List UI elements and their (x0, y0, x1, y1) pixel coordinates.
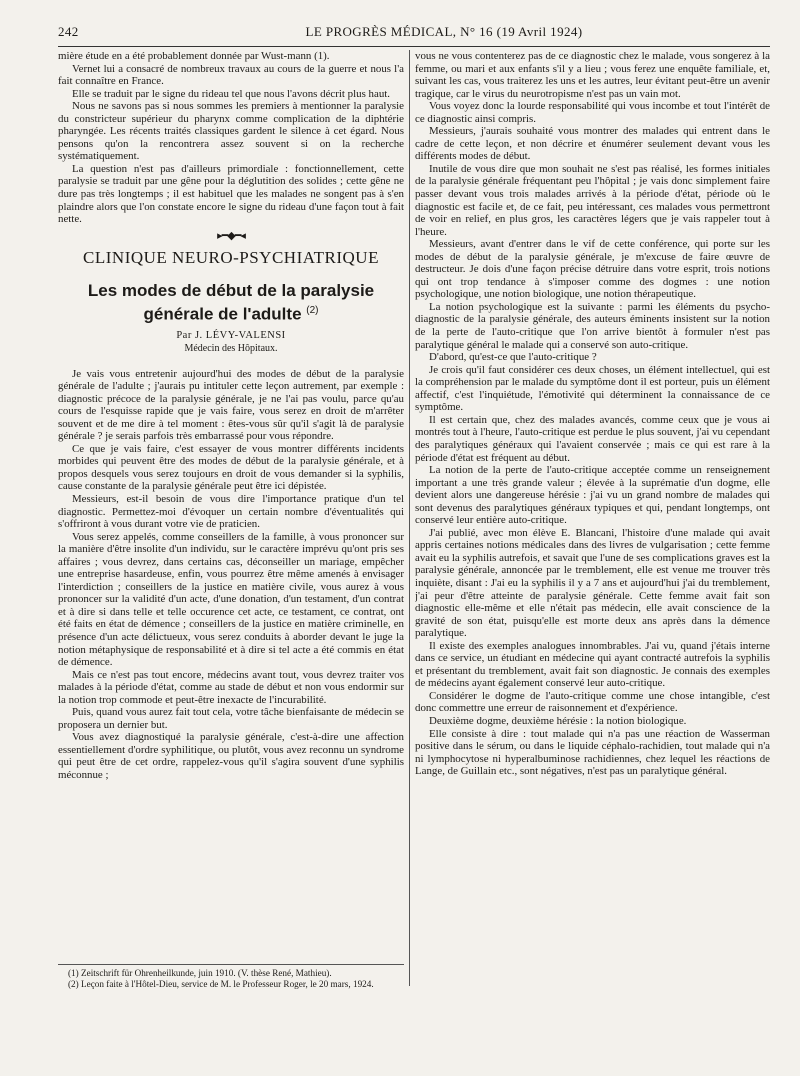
paragraph: J'ai publié, avec mon élève E. Blancani, l'histoire d'une malade qui avait appris certaines notions médicales dans des livres de vulgarisation ; cette femme avait eu la syphilis autrefois, et savait que l'une de ses complications graves est la paralysie générale, annoncée par le tremblement, elle est venue me trouver très inquiète, disant : J'ai eu la syphilis il y a 7 ans et aujourd'hui j'ai du tremblement, j'ai peur d'être atteinte de paralysie générale. Cette femme avait fait son diagnostic elle-même et elle n'était pas médecin, elle avait conscience de la gravité de son état, puisqu'elle est morte deux ans après dans la démence paralytique. (415, 526, 770, 640)
author: Par J. LÉVY-VALENSI (176, 330, 286, 342)
paragraph: Messieurs, j'aurais souhaité vous montrer des malades qui entrent dans le cadre de cette leçon, et non décrire et énumérer seulement devant vous les différents modes de début. (415, 125, 770, 163)
paragraph: Puis, quand vous aurez fait tout cela, votre tâche bienfaisante de médecin se proposera un dernier but. (58, 706, 404, 731)
footnote: (1) Zeitschrift für Ohrenheilkunde, juin 1910. (V. thèse René, Mathieu). (68, 968, 332, 978)
paragraph: Deuxième dogme, deuxième hérésie : la notion biologique. (429, 714, 687, 727)
paragraph: Elle se traduit par le signe du rideau tel que nous l'avons décrit plus haut. (72, 87, 391, 100)
paragraph: Vous voyez donc la lourde responsabilité qui vous incombe et tout l'intérêt de ce diagnostic ainsi compris. (415, 100, 770, 125)
section-ornament: ▸━◆━◂ (217, 229, 245, 242)
article-title (58, 281, 404, 325)
running-header (58, 24, 770, 44)
paragraph: Nous ne savons pas si nous sommes les premiers à mentionner la paralysie du constricteur supérieur du pharynx comme complication de la diphtérie pharyngée. Les récents traités classiques gardent le silence à cet égard. Nous pensons qu'on la rencontrera assez souvent si on la recherche systématiquement. (58, 100, 404, 163)
paragraph: vous ne vous contenterez pas de ce diagnostic chez le malade, vous songerez à la femme, ou mari et aux enfants s'il y a lieu ; vous ferez une enquête familiale, et, suivant les cas, vous traiterez les uns et les autres, leur évitant peut-être un avenir tragique, car le virus du neurotropisme n'est pas un vain mot. (415, 50, 770, 100)
article-title-line-1: Les modes de début de la paralysie (87, 280, 375, 300)
paragraph: La notion de la perte de l'auto-critique acceptée comme un renseignement important a une très grande valeur ; élevée à la suprématie d'un dogme, elle devient alors une dangereuse hérésie : j'ai vu un grand nombre de malades qui sont devenus des paralytiques généraux typiques et qui, pendant longtemps, ont conservé leur entière auto-critique. (415, 464, 770, 527)
paragraph: Vous serez appelés, comme conseillers de la famille, à vous prononcer sur la manière d'être insolite d'un individu, sur le caractère imprévu qu'ont pris ses affaires ; vous devrez, dans certains cas, déconseiller un mariage, empêcher une entreprise hasardeuse, enfin, vous pourrez être même amenés à envisager l'interdiction ; conseillers de la justice en matière civile, vous aurez à vous prononcer sur la validité d'un acte, d'une donation, d'un testament, d'un contrat et à dire si dans telle et telle occurence cet acte, ce testament, ce contrat, ont été faits en état de démence ; conseillers de la justice en matière criminelle, en présence d'un acte délictueux, vous serez conduits à aborder devant le juge la notion métaphysique de responsabilité et à dire si tel acte a été commis en état de démence. (58, 530, 404, 669)
footnotes (58, 964, 404, 990)
journal-title: LE PROGRÈS MÉDICAL, N° 16 (19 Avril 1924) (305, 24, 583, 39)
footnote: (2) Leçon faite à l'Hôtel-Dieu, service de M. le Professeur Roger, le 20 mars, 1924. (68, 979, 374, 989)
paragraph: Messieurs, avant d'entrer dans le vif de cette conférence, qui porte sur les modes de début de la paralysie générale, je m'excuse de faire œuvre de destructeur. Je dois d'une façon précise détruire dans votre esprit, trois notions qui ont trop tendance à s'imposer comme des dogmes : une notion psychologique, une notion biologique, une notion thérapeutique. (415, 238, 770, 301)
paragraph: La question n'est pas d'ailleurs primordiale : fonctionnellement, cette paralysie se traduit par une gêne pour la déglutition des solides ; cette gêne ne dure pas très longtemps ; il est habituel que les malades ne songent pas à s'en plaindre alors que l'on constate encore le signe du rideau d'une façon tout à fait nette. (58, 162, 404, 226)
column-divider (409, 50, 410, 986)
paragraph: Je vais vous entretenir aujourd'hui des modes de début de la paralysie générale de l'adulte ; j'aurais pu intituler cette leçon autrement, par exemple : diagnostic précoce de la paralysie générale, je ne l'ai pas voulu, parce qu'au cours de l'esquisse rapide que je vais faire, vous serez en droit de m'arrêter souvent et de me dire à tel moment : êtes-vous sûr qu'il s'agit là de paralysie générale ? je serais parfois très embarrassé pour vous répondre. (58, 367, 404, 443)
footnote-rule (58, 964, 404, 965)
right-column (415, 50, 770, 1024)
paragraph: Vous avez diagnostiqué la paralysie générale, c'est-à-dire une affection essentiellement d'ordre syphilitique, ou plutôt, vous avez reconnu un syndrome qui peut être de cet ordre, rappelez-vous qu'il s'agira souvent d'une syphilis méconnue ; (58, 731, 404, 781)
footnote-ref: (2) (306, 304, 319, 316)
paragraph: La notion psychologique est la suivante : parmi les éléments du psycho-diagnostic de la paralysie générale, des auteurs éminents insistent sur la notion de la perte de l'auto-critique que l'on arrive bientôt à formuler n'est pas paralytique général le malade qui a conservé son auto-critique. (415, 300, 770, 351)
page-number: 242 (58, 24, 79, 39)
paragraph: Inutile de vous dire que mon souhait ne s'est pas réalisé, les formes initiales de la paralysie générale fréquentant peu l'hôpital ; je vais donc simplement faire passer devant vous trois malades arrivés à la période d'état, période où le diagnostic est facile et, de ce fait, peu intéressant, ces malades vous permettront de voir en relief, en plus gros, les caractères légers que je vais rappeler tout à l'heure. (415, 162, 770, 238)
paragraph: Ce que je vais faire, c'est essayer de vous montrer différents incidents morbides qui peuvent être des modes de début de la paralysie générale, et à propos desquels vous serez toujours en droit de vous demander si la syphilis, cause constante de la paralysie générale peut être ici dépistée. (58, 442, 404, 493)
left-column (58, 50, 404, 1024)
paragraph: Mais ce n'est pas tout encore, médecins avant tout, vous devrez traiter vos malades à la période d'état, comme au stade de début et non vous endormir sur la notion trop commode et peut-être inexacte de l'incurabilité. (58, 668, 404, 706)
header-rule (58, 46, 770, 47)
paragraph: Je crois qu'il faut considérer ces deux choses, un élément intellectuel, qui est la compréhension par le malade du symptôme dont il est porteur, puis un élément affectif, c'est l'inquiétude, l'émotivité qui déterminent la connaissance de ce symptôme. (415, 363, 770, 414)
paragraph: mière étude en a été probablement donnée par Wust-mann (1). (58, 50, 330, 62)
author-affiliation: Médecin des Hôpitaux. (184, 342, 278, 354)
paragraph: Considérer le dogme de l'auto-critique comme une chose intangible, c'est donc commettre une erreur de raisonnement et d'expérience. (415, 689, 770, 715)
paragraph: Il est certain que, chez des malades avancés, comme ceux que je vous ai montrés tout à l'heure, l'auto-critique est perdue le plus souvent, j'ai vu cependant des paralytiques généraux qui l'avaient conservée ; mais ce qui est rare à la période d'état est fréquent au début. (415, 413, 770, 464)
section-title: CLINIQUE NEURO-PSYCHIATRIQUE (83, 248, 379, 268)
paragraph: D'abord, qu'est-ce que l'auto-critique ? (429, 351, 597, 364)
paragraph: Vernet lui a consacré de nombreux travaux au cours de la guerre et nous l'a fait connaître en France. (58, 62, 404, 88)
article-title-line-2: générale de l'adulte (143, 304, 302, 324)
paragraph: Elle consiste à dire : tout malade qui n'a pas une réaction de Wasserman positive dans le sérum, ou dans le liquide céphalo-rachidien, tout malade qui n'a ni lymphocytose ni hyperalbuminose rachidiennes, chez lequel les réactions de Lange, de Guillain etc., sont négatives, n'est pas un paralytique général. (415, 727, 770, 778)
paragraph: Il existe des exemples analogues innombrables. J'ai vu, quand j'étais interne dans ce service, un étudiant en médecine qui ayant contracté autrefois la syphilis et présentant du tremblement, avait fait son diagnostic. Je connais des exemples de médecins ayant également conservé leur auto-critique. (415, 639, 770, 690)
paragraph: Messieurs, est-il besoin de vous dire l'importance pratique d'un tel diagnostic. Permettez-moi d'évoquer un certain nombre d'éventualités qui s'offriront à vous durant votre vie de praticien. (58, 492, 404, 531)
